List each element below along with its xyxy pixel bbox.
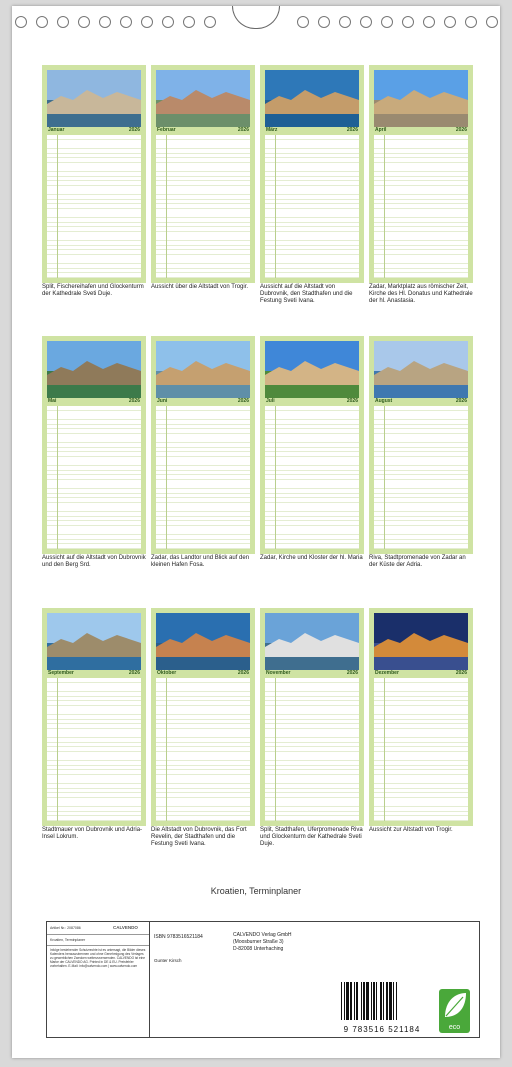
photo-image bbox=[156, 613, 250, 670]
month-day-grid bbox=[265, 678, 359, 821]
info-left-column bbox=[47, 922, 150, 1037]
month-year: 2026 bbox=[237, 398, 249, 404]
month-caption: Aussicht über die Altstadt von Trogir. bbox=[151, 284, 249, 290]
binding-hole bbox=[99, 16, 111, 28]
month-name: Juli bbox=[266, 398, 275, 404]
month-photo bbox=[47, 613, 141, 670]
month-photo bbox=[265, 341, 359, 398]
month-photo bbox=[374, 613, 468, 670]
month-photo bbox=[156, 70, 250, 127]
binding-hole bbox=[339, 16, 351, 28]
binding-hole bbox=[381, 16, 393, 28]
month-caption: Aussicht zur Altstadt von Trogir. bbox=[369, 827, 453, 833]
barcode-bar bbox=[386, 982, 388, 1020]
month-panel bbox=[260, 65, 364, 283]
month-caption: Split, Stadthafen, Uferpromenade Riva und Glockenturm der Kathedrale Sveti Duje. bbox=[260, 827, 363, 847]
month-header bbox=[156, 670, 250, 677]
month-name: Dezember bbox=[375, 670, 399, 676]
month-photo bbox=[265, 70, 359, 127]
month-panel bbox=[42, 65, 146, 283]
month-caption: Aussicht auf die Altstadt von Dubrovnik, den Stadthafen und die Festung Sveti Ivana. bbox=[260, 284, 353, 304]
month-name: September bbox=[48, 670, 74, 676]
month-header bbox=[374, 670, 468, 677]
month-header bbox=[156, 398, 250, 405]
barcode-bar bbox=[366, 982, 369, 1020]
month-day-grid bbox=[374, 406, 468, 549]
eco-label: eco bbox=[448, 1024, 461, 1031]
binding-hole bbox=[36, 16, 48, 28]
month-photo bbox=[374, 70, 468, 127]
photo-image bbox=[374, 613, 468, 670]
month-year: 2026 bbox=[346, 398, 358, 404]
month-header bbox=[47, 398, 141, 405]
binding-hole bbox=[141, 16, 153, 28]
barcode-number: 9 783516 521184 bbox=[343, 1025, 421, 1034]
photo-image bbox=[156, 70, 250, 127]
barcode-bar bbox=[380, 982, 382, 1020]
month-header bbox=[374, 398, 468, 405]
product-row bbox=[47, 935, 149, 946]
barcode-bar bbox=[371, 982, 372, 1020]
binding-hole bbox=[465, 16, 477, 28]
month-caption: Zadar, Marktplatz aus römischer Zeit, Kirche des Hl. Donatus und Kathedrale der hl. Anastasia. bbox=[369, 284, 473, 304]
month-day-grid bbox=[47, 135, 141, 278]
month-caption: Aussicht auf die Altstadt von Dubrovnik und den Berg Srd. bbox=[42, 555, 146, 568]
binding-hole bbox=[78, 16, 90, 28]
month-year: 2026 bbox=[346, 127, 358, 133]
month-name: März bbox=[266, 127, 278, 133]
month-caption: Die Altstadt von Dubrovnik, das Fort Revelin, der Stadthafen und die Festung Sveti Ivana. bbox=[151, 827, 247, 847]
month-header bbox=[156, 127, 250, 134]
barcode-bar bbox=[373, 982, 375, 1020]
month-photo bbox=[265, 613, 359, 670]
info-box bbox=[46, 921, 480, 1038]
photo-image bbox=[47, 613, 141, 670]
calendar-page bbox=[12, 6, 500, 1058]
binding-hole bbox=[318, 16, 330, 28]
month-day-grid bbox=[156, 678, 250, 821]
month-panel bbox=[42, 336, 146, 554]
month-year: 2026 bbox=[237, 670, 249, 676]
month-header bbox=[265, 127, 359, 134]
month-name: August bbox=[375, 398, 393, 404]
binding-hole bbox=[402, 16, 414, 28]
month-panel bbox=[369, 65, 473, 283]
binding-hole bbox=[486, 16, 498, 28]
month-caption: Zadar, Kirche und Kloster der hl. Maria bbox=[260, 555, 363, 561]
month-year: 2026 bbox=[237, 127, 249, 133]
binding-hole bbox=[423, 16, 435, 28]
binding-hole bbox=[297, 16, 309, 28]
month-year: 2026 bbox=[455, 398, 467, 404]
eco-badge bbox=[439, 989, 470, 1033]
binding-hole bbox=[444, 16, 456, 28]
author: Gunter Kirsch bbox=[154, 958, 182, 963]
barcode-bar bbox=[376, 982, 377, 1020]
month-caption: Split, Fischereihafen und Glockenturm der Kathedrale Sveti Duje. bbox=[42, 284, 144, 297]
product-name: Kroatien, Terminplaner bbox=[50, 938, 86, 942]
barcode bbox=[337, 982, 427, 1032]
month-photo bbox=[47, 70, 141, 127]
barcode-bar bbox=[344, 982, 345, 1020]
month-day-grid bbox=[374, 135, 468, 278]
month-header bbox=[265, 398, 359, 405]
binding-hole bbox=[183, 16, 195, 28]
legal-text: Infolge bestehender Schutzrechte ist es untersagt, die Bilder dieses Kalenders herauszutrennen und ohne Genehmigung des Verlages zu gewerblichen Zwecken weiterzuverwenden. CALVENDO ist eine Marke der CALVENDO AG. Printed in DE & EU. Preisfehler vorbehalten. E-Mail: info@calvendo.com | www.calvendo.com bbox=[50, 948, 146, 968]
month-year: 2026 bbox=[128, 127, 140, 133]
month-name: April bbox=[375, 127, 387, 133]
month-name: Februar bbox=[157, 127, 176, 133]
month-panel bbox=[151, 608, 255, 826]
barcode-bar bbox=[341, 982, 342, 1020]
barcode-graphic bbox=[337, 982, 427, 1022]
month-photo bbox=[374, 341, 468, 398]
month-panel bbox=[369, 336, 473, 554]
month-name: November bbox=[266, 670, 291, 676]
month-day-grid bbox=[156, 135, 250, 278]
barcode-bar bbox=[354, 982, 355, 1020]
photo-image bbox=[156, 341, 250, 398]
month-name: Oktober bbox=[157, 670, 177, 676]
month-name: Mai bbox=[48, 398, 57, 404]
month-panel bbox=[151, 336, 255, 554]
month-name: Juni bbox=[157, 398, 168, 404]
month-header bbox=[47, 670, 141, 677]
month-day-grid bbox=[47, 406, 141, 549]
month-panel bbox=[369, 608, 473, 826]
barcode-bar bbox=[350, 982, 352, 1020]
month-photo bbox=[156, 341, 250, 398]
binding-hole bbox=[162, 16, 174, 28]
barcode-bar bbox=[346, 982, 349, 1020]
month-day-grid bbox=[265, 135, 359, 278]
article-row bbox=[47, 922, 149, 935]
month-caption: Zadar, das Landtor und Blick auf den kleinen Hafen Fosa. bbox=[151, 555, 250, 568]
photo-image bbox=[374, 70, 468, 127]
photo-image bbox=[265, 613, 359, 670]
month-caption: Riva, Stadtpromenade von Zadar an der Küste der Adria. bbox=[369, 555, 466, 568]
photo-image bbox=[374, 341, 468, 398]
isbn: ISBN 9783516521184 bbox=[154, 934, 203, 940]
month-year: 2026 bbox=[128, 670, 140, 676]
photo-image bbox=[47, 341, 141, 398]
binding-hole bbox=[204, 16, 216, 28]
month-panel bbox=[151, 65, 255, 283]
month-day-grid bbox=[156, 406, 250, 549]
barcode-bar bbox=[393, 982, 394, 1020]
leaf-icon bbox=[439, 989, 470, 1021]
month-photo bbox=[156, 613, 250, 670]
photo-image bbox=[47, 70, 141, 127]
publisher-street: (Moosburner Straße 3) bbox=[233, 939, 284, 945]
month-header bbox=[47, 127, 141, 134]
barcode-bar bbox=[389, 982, 392, 1020]
barcode-bar bbox=[356, 982, 358, 1020]
month-header bbox=[374, 127, 468, 134]
barcode-bar bbox=[383, 982, 384, 1020]
barcode-bar bbox=[363, 982, 365, 1020]
calvendo-logo: CALVENDO bbox=[113, 925, 138, 930]
month-name: Januar bbox=[48, 127, 65, 133]
product-title: Kroatien, Terminplaner bbox=[210, 886, 302, 896]
month-year: 2026 bbox=[346, 670, 358, 676]
photo-image bbox=[265, 70, 359, 127]
month-year: 2026 bbox=[455, 127, 467, 133]
photo-image bbox=[265, 341, 359, 398]
month-day-grid bbox=[47, 678, 141, 821]
barcode-bar bbox=[361, 982, 362, 1020]
month-day-grid bbox=[265, 406, 359, 549]
month-year: 2026 bbox=[128, 398, 140, 404]
publisher-city: D-82008 Unterhaching bbox=[233, 946, 284, 952]
month-year: 2026 bbox=[455, 670, 467, 676]
month-caption: Stadtmauer von Dubrovnik und Adria-Insel Lokrum. bbox=[42, 827, 143, 840]
barcode-bar bbox=[396, 982, 397, 1020]
binding-hole bbox=[57, 16, 69, 28]
month-panel bbox=[42, 608, 146, 826]
publisher-name: CALVENDO Verlag GmbH bbox=[233, 932, 292, 938]
month-panel bbox=[260, 336, 364, 554]
article-number: Artikel Nr.: 2087086 bbox=[50, 926, 81, 930]
binding-hole bbox=[360, 16, 372, 28]
binding-hole bbox=[120, 16, 132, 28]
month-header bbox=[265, 670, 359, 677]
month-panel bbox=[260, 608, 364, 826]
month-day-grid bbox=[374, 678, 468, 821]
month-photo bbox=[47, 341, 141, 398]
binding-hole bbox=[15, 16, 27, 28]
